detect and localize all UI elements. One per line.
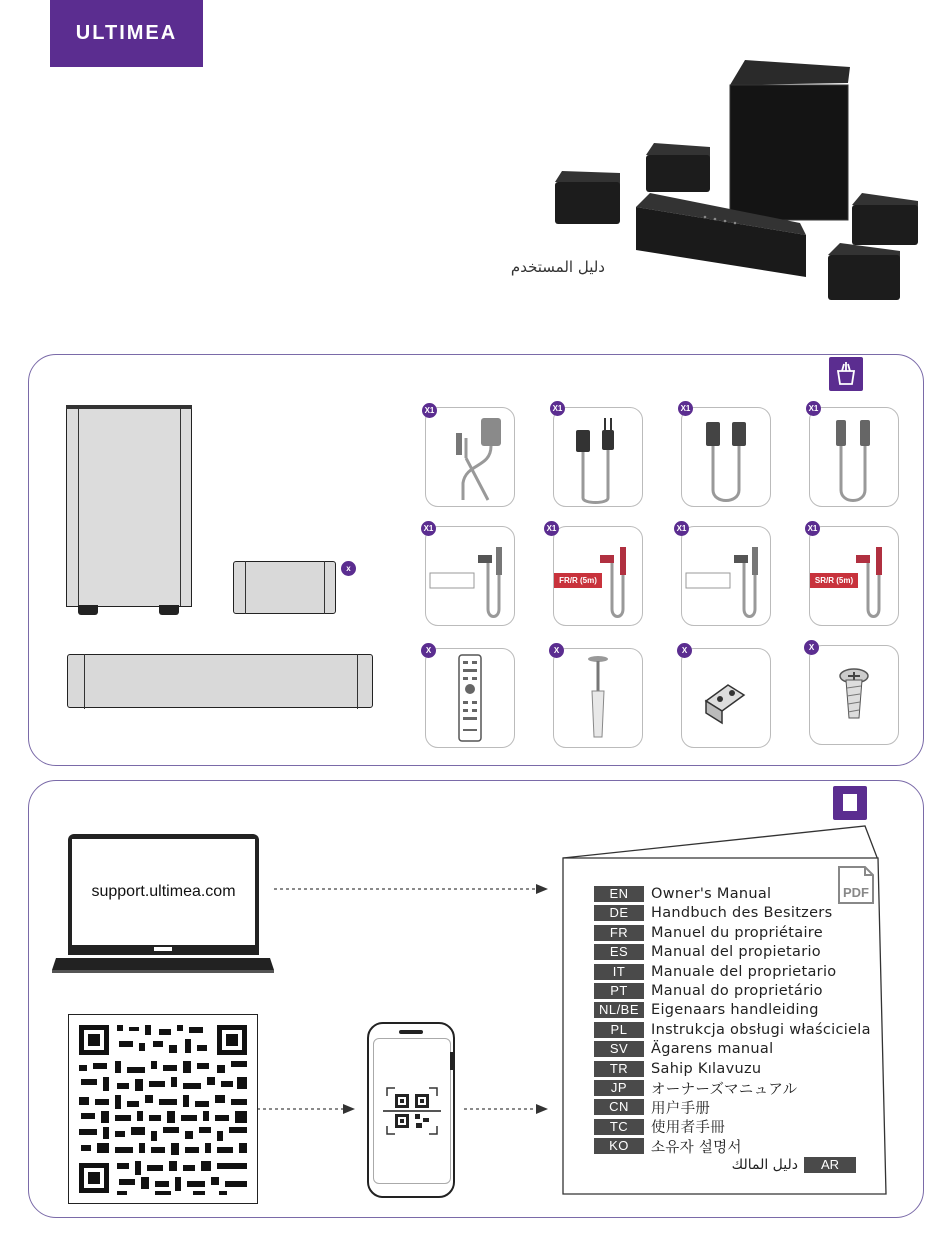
rear-speaker-drawing	[233, 561, 337, 614]
hero-speaker-right	[852, 205, 918, 245]
lang-row-ar[interactable]	[700, 1156, 856, 1174]
quantity-badge: X	[804, 640, 819, 655]
support-url[interactable]: support.ultimea.com	[91, 883, 236, 900]
box-icon	[829, 357, 863, 391]
manual-panel-icon	[833, 786, 867, 820]
hero-subwoofer	[730, 85, 848, 220]
speaker-cable-2-icon	[682, 527, 770, 625]
qr-scan-icon	[383, 1084, 441, 1138]
lang-row-fr[interactable]: FR Manuel du propriétaire	[594, 924, 823, 942]
lang-row-cn[interactable]: CN 用户手册	[594, 1098, 710, 1116]
language-list	[594, 885, 871, 1175]
hero-speaker-left	[555, 182, 620, 224]
hero-rear-speaker-right	[828, 255, 900, 300]
product-hero-image	[550, 55, 925, 305]
card-speaker-cable-front	[553, 526, 643, 626]
speaker-cable-1-icon	[426, 527, 514, 625]
lang-code-ar: AR	[804, 1157, 856, 1173]
quantity-badge: X1	[674, 521, 689, 536]
quantity-badge: X	[677, 643, 692, 658]
screw-icon	[810, 646, 898, 744]
optical-cable-icon	[810, 408, 898, 506]
card-wall-anchor	[553, 648, 643, 748]
front-cable-label: FR/R (5m)	[554, 573, 602, 588]
soundbar-drawing	[67, 654, 375, 709]
lang-row-es[interactable]: ES Manual del propietario	[594, 943, 821, 961]
lang-row-jp[interactable]: JP オーナーズマニュアル	[594, 1079, 797, 1097]
phone-illustration	[367, 1022, 455, 1198]
lang-row-it[interactable]: IT Manuale del proprietario	[594, 963, 836, 981]
arrow-qr-to-phone	[257, 1102, 357, 1116]
arrow-phone-to-manual	[464, 1102, 550, 1116]
hero-rear-speaker-left	[646, 155, 710, 192]
quantity-badge: X	[549, 643, 564, 658]
lang-row-nl-be[interactable]: NL/BE Eigenaars handleiding	[594, 1001, 819, 1019]
card-hdmi-cable	[681, 407, 771, 507]
card-wall-bracket	[681, 648, 771, 748]
card-power-cord	[553, 407, 643, 507]
quantity-badge: X1	[550, 401, 565, 416]
lang-row-en[interactable]: EN Owner's Manual	[594, 885, 771, 903]
logo-text: ULTIMEA	[75, 22, 178, 44]
quantity-badge: X1	[544, 521, 559, 536]
quantity-badge: X1	[678, 401, 693, 416]
quantity-badge: X1	[421, 521, 436, 536]
wall-bracket-icon	[682, 649, 770, 747]
lang-row-tr[interactable]: TR Sahip Kılavuzu	[594, 1060, 761, 1078]
quantity-badge: X1	[806, 401, 821, 416]
lang-row-ko[interactable]: KO 소유자 설명서	[594, 1137, 742, 1155]
card-screw	[809, 645, 899, 745]
quantity-badge: X1	[422, 403, 437, 418]
rear-speaker-quantity-badge: x	[341, 561, 356, 576]
lang-row-pt[interactable]: PT Manual do proprietário	[594, 982, 823, 1000]
power-adapter-icon	[426, 408, 514, 506]
lang-row-pl[interactable]: PL Instrukcja obsługi właściciela	[594, 1021, 871, 1039]
power-cord-icon	[554, 408, 642, 506]
cover-arabic-title: دليل المستخدم	[510, 258, 605, 276]
box-contents-icon	[829, 357, 863, 391]
card-remote-control	[425, 648, 515, 748]
subwoofer-foot-left	[78, 605, 98, 615]
phone-side-button	[450, 1052, 453, 1070]
qr-code-icon	[69, 1015, 257, 1203]
rear-cable-label: SR/R (5m)	[810, 573, 858, 588]
remote-control-icon	[426, 649, 514, 747]
qr-code[interactable]	[68, 1014, 258, 1204]
card-speaker-cable-1	[425, 526, 515, 626]
lang-row-de[interactable]: DE Handbuch des Besitzers	[594, 904, 832, 922]
quantity-badge: X1	[805, 521, 820, 536]
quantity-badge: X	[421, 643, 436, 658]
card-power-adapter	[425, 407, 515, 507]
lang-row-tc[interactable]: TC 使用者手冊	[594, 1118, 725, 1136]
laptop-screen	[68, 834, 259, 955]
book-icon	[833, 786, 867, 820]
card-speaker-cable-rear	[809, 526, 899, 626]
subwoofer-foot-right	[159, 605, 179, 615]
ultimea-logo	[50, 0, 203, 67]
lang-name-ar: دليل المالك	[731, 1157, 798, 1173]
hdmi-cable-icon	[682, 408, 770, 506]
laptop-base	[52, 956, 274, 974]
card-speaker-cable-2	[681, 526, 771, 626]
wall-anchor-icon	[554, 649, 642, 747]
lang-row-sv[interactable]: SV Ägarens manual	[594, 1040, 773, 1058]
pdf-label: PDF	[843, 885, 869, 900]
arrow-url-to-manual	[274, 882, 550, 896]
card-optical-cable	[809, 407, 899, 507]
subwoofer-drawing	[66, 405, 193, 607]
